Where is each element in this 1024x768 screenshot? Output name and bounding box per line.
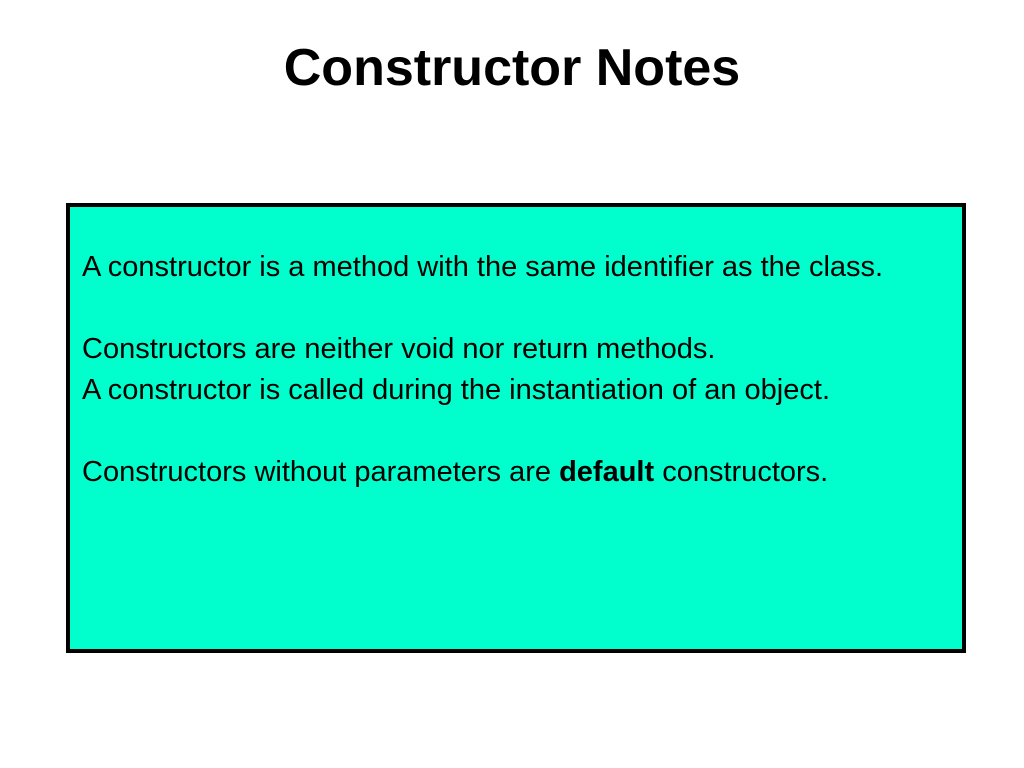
notes-text	[82, 247, 942, 493]
note-default-keyword: default	[559, 456, 655, 488]
note-not-void-or-return: Constructors are neither void nor return methods.	[82, 333, 716, 365]
notes-box	[66, 203, 966, 653]
paragraph-spacer	[82, 288, 942, 329]
paragraph-spacer	[82, 411, 942, 452]
note-default-suffix: constructors.	[654, 456, 829, 488]
slide-title: Constructor Notes	[283, 39, 741, 97]
note-default-prefix: Constructors without parameters are	[82, 456, 560, 488]
note-constructor-definition: A constructor is a method with the same identifier as the class.	[82, 251, 884, 283]
note-called-on-instantiation: A constructor is called during the instantiation of an object.	[82, 374, 830, 406]
note-default-constructors	[82, 452, 942, 493]
